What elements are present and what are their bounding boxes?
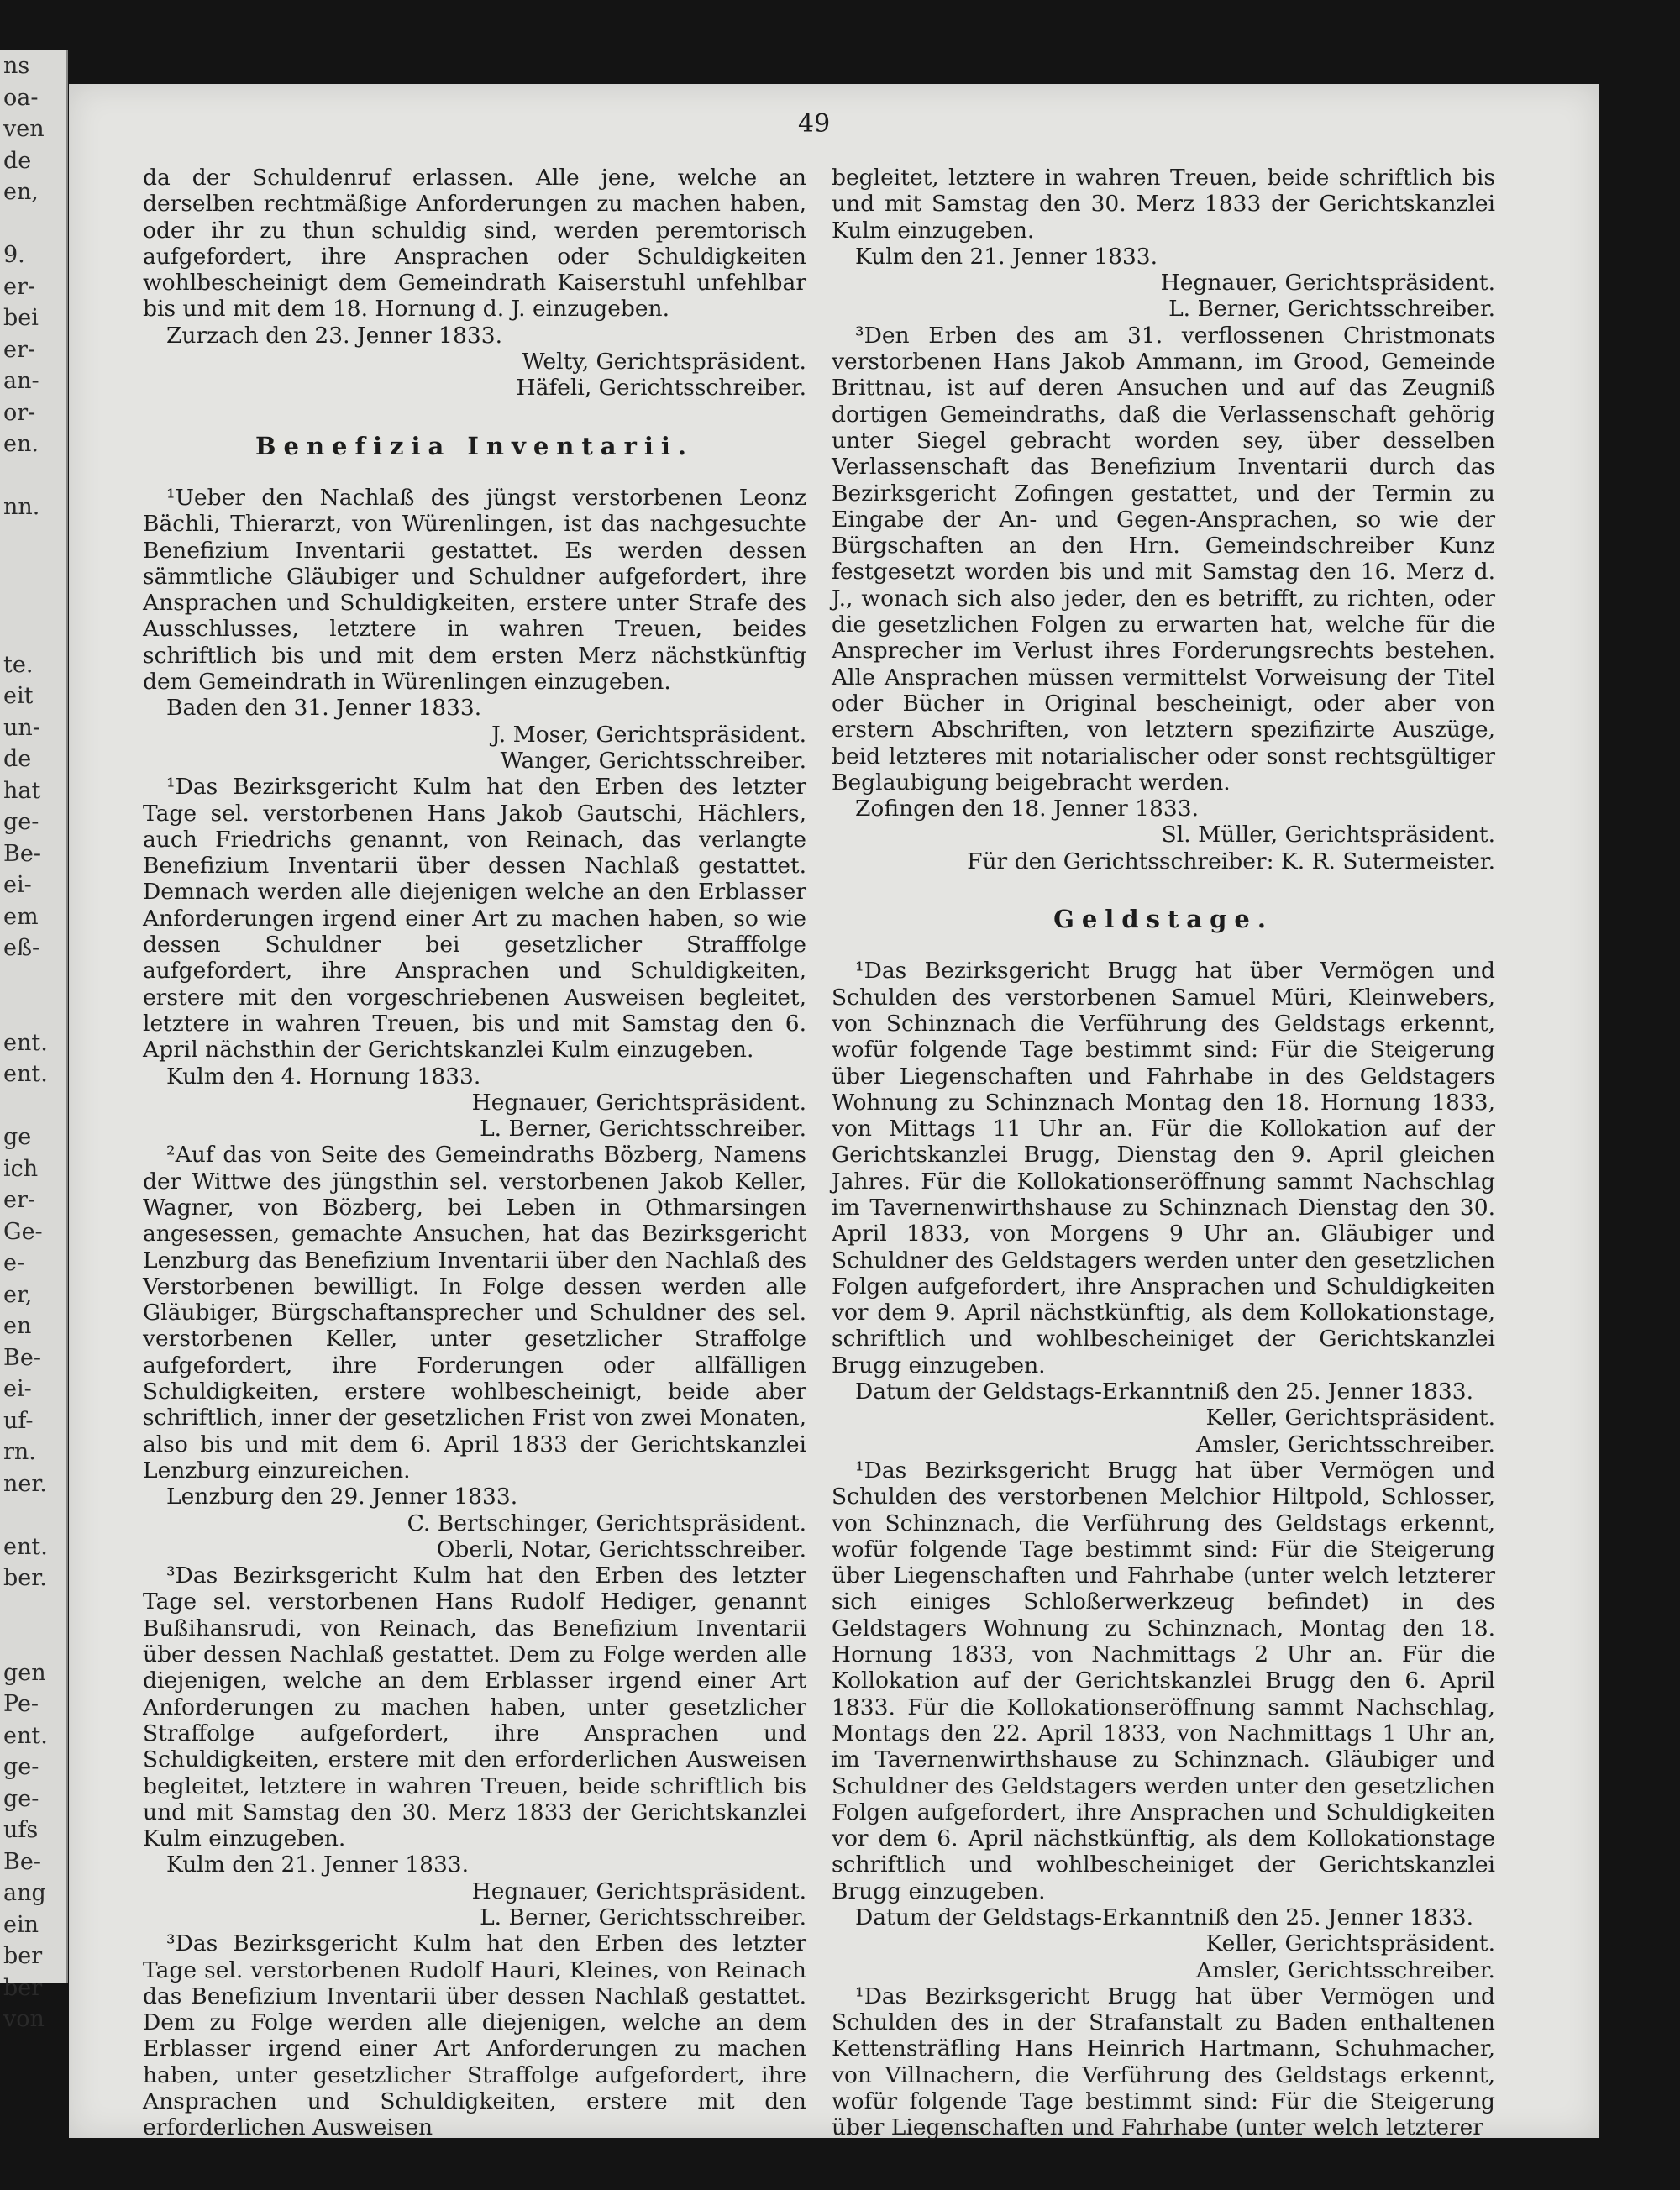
notice-mueri-date: Datum der Geldstags-Erkanntniß den 25. Jenner 1833. bbox=[855, 1379, 1474, 1405]
previous-page-fragment: ven bbox=[3, 116, 45, 142]
previous-page-fragment: en. bbox=[3, 431, 39, 457]
previous-page-fragment: hat bbox=[3, 777, 41, 804]
notice-hiltpold-president: Keller, Gerichtspräsident. bbox=[1205, 1930, 1495, 1957]
previous-page-fragment bbox=[0, 1625, 66, 1657]
previous-page-fragment: ber. bbox=[3, 1565, 47, 1591]
previous-page-fragment bbox=[0, 1499, 66, 1531]
notice-keller: ²Auf das von Seite des Gemeindraths Bözberg, Namens der Wittwe des jüngsthin sel. verstorbenen Jakob Keller, Wagner, von Bözberg, bei Leben in Othmarsingen angesessen, gemachte Ansuchen, hat das Bezirksgericht Lenzburg das Benefizium Inventarii über den Nachlaß des Verstorbenen bewilligt. In Folge dessen werden alle Gläubiger, Bürgschaftansprecher und Schuldner des sel. verstorbenen Keller, unter gesetzlicher Straffolge aufgefordert, ihre Forderungen oder allfälligen Schuldigkeiten, erstere wohlbescheinigt, beide aber schriftlich, inner der gesetzlichen Frist von zwei Monaten, also bis und mit dem 6. April 1833 der Gerichtskanzlei Lenzburg einzureichen. bbox=[143, 1142, 806, 1484]
notice-ammann: ³Den Erben des am 31. verflossenen Christmonats verstorbenen Hans Jakob Ammann, im Grood, Gemeinde Brittnau, ist auf deren Ansuchen und auf das Zeugniß dortigen Gemeindraths, daß die Verlassenschaft gehörig unter Siegel gebracht worden sey, über desselben Verlassenschaft das Benefizium Inventarii durch das Bezirksgericht Zofingen gestattet, und der Termin zu Eingabe der An- und Gegen-Ansprachen, so wie der Bürgschaften an den Hrn. Gemeindschreiber Kunz festgesetzt worden bis und mit Samstag den 16. Merz d. J., wonach sich also jeder, den es betrifft, zu richten, oder die gesetzlichen Folgen zu erwarten hat, welche für die Ansprecher im Verlust ihres Forderungsrechts bestehen. Alle Ansprachen müssen vermittelst Vorweisung der Titel oder Bücher in Original bescheinigt, oder aber von erstern Abschriften, von letztern spezifizirte Auszüge, beid letzteres mit notarialischer oder sonst rechtsgültiger Beglaubigung beigebracht werden. bbox=[832, 322, 1495, 796]
previous-page-fragment: oa- bbox=[3, 84, 39, 111]
previous-page-fragment: ein bbox=[3, 1911, 39, 1938]
notice-gautschi-clerk: L. Berner, Gerichtsschreiber. bbox=[480, 1116, 806, 1142]
previous-page-fragment: an- bbox=[3, 368, 39, 394]
notice-gautschi: ¹Das Bezirksgericht Kulm hat den Erben des letzter Tage sel. verstorbenen Hans Jakob Gautschi, Hächlers, auch Friedrichs genannt, von Reinach, das verlangte Benefizium Inventarii über dessen Nachlaß gestattet. Demnach werden alle diejenigen welche an den Erblasser Anforderungen irgend einer Art zu machen haben, so wie dessen Schuldner bei gesetzlicher Strafffolge aufgefordert, ihre Ansprachen und Schuldigkeiten, erstere mit den vorgeschriebenen Ausweisen begleitet, letztere in wahren Treuen, bis und mit Samstag den 6. April nächsthin der Gerichtskanzlei Kulm einzugeben. bbox=[143, 774, 806, 1063]
notice-mueri-president: Keller, Gerichtspräsident. bbox=[1205, 1405, 1495, 1431]
left-column bbox=[143, 165, 806, 2141]
previous-page-fragment: ei- bbox=[3, 872, 32, 898]
previous-page-fragment: en bbox=[3, 1313, 32, 1339]
notice-hiltpold-date: Datum der Geldstags-Erkanntniß den 25. Jenner 1833. bbox=[855, 1904, 1474, 1930]
previous-page-fragment: ge bbox=[3, 1124, 32, 1150]
previous-page-fragment: er- bbox=[3, 273, 36, 300]
previous-page-fragment: ent. bbox=[3, 1533, 48, 1560]
previous-page-fragment: e- bbox=[3, 1250, 25, 1276]
previous-page-fragment: er- bbox=[3, 1187, 36, 1213]
intro-text: da der Schuldenruf erlassen. Alle jene, welche an derselben rechtmäßige Anforderungen zu machen haben, oder ihr zu thun schuldig sind, werden peremtorisch aufgefordert, ihre Ansprachen oder Schuldigkeiten wohlbescheinigt dem Gemeindrath Kaiserstuhl unfehlbar bis und mit dem 18. Hornung d. J. einzugeben. bbox=[143, 165, 806, 323]
notice-hartmann: ¹Das Bezirksgericht Brugg hat über Vermögen und Schulden des in der Strafanstalt zu Baden enthaltenen Kettensträfling Hans Heinrich Hartmann, Schuhmacher, von Villnachern, die Verführung des Geldstags erkennt, wofür folgende Tage bestimmt sind: Für die Steigerung über Liegenschaften und Fahrhabe (unter welch letzterer bbox=[832, 1983, 1495, 2141]
notice-gautschi-date: Kulm den 4. Hornung 1833. bbox=[166, 1063, 481, 1090]
previous-page-fragment: de bbox=[3, 147, 32, 174]
notice-keller-date: Lenzburg den 29. Jenner 1833. bbox=[166, 1484, 518, 1510]
previous-page-fragment: Be- bbox=[3, 840, 41, 867]
notice-baechli-date: Baden den 31. Jenner 1833. bbox=[166, 695, 482, 722]
previous-page-fragment bbox=[0, 995, 66, 1027]
intro-signature-president: Welty, Gerichtspräsident. bbox=[522, 349, 806, 376]
previous-page-fragment: ent. bbox=[3, 1061, 48, 1087]
right-column bbox=[832, 165, 1495, 2141]
notice-hediger-date: Kulm den 21. Jenner 1833. bbox=[166, 1851, 470, 1878]
previous-page-fragment: ent. bbox=[3, 1722, 48, 1749]
notice-mueri: ¹Das Bezirksgericht Brugg hat über Vermögen und Schulden des verstorbenen Samuel Müri, Kleinwebers, von Schinznach die Verführung des Geldstags erkennt, wofür folgende Tage bestimmt sind: Für die Steigerung über Liegenschaften und Fahrhabe in des Geldstagers Wohnung zu Schinznach Montag den 18. Hornung 1833, von Mittags 11 Uhr an. Für die Kollokation auf der Gerichtskanzlei Brugg, Dienstag den 9. April gleichen Jahres. Für die Kollokationseröffnung sammt Nachschlag im Tavernenwirthshause zu Schinznach Dienstag den 30. April 1833, von Morgens 9 Uhr an. Gläubiger und Schuldner des Geldstagers werden unter den gesetzlichen Folgen aufgefordert, ihre Ansprachen und Schuldigkeiten vor dem 9. April nächstkünftig, als dem Kollokationstage, schriftlich und wohlbescheiniget der Gerichtskanzlei Brugg einzugeben. bbox=[832, 958, 1495, 1379]
notice-hediger: ³Das Bezirksgericht Kulm hat den Erben des letzter Tage sel. verstorbenen Hans Rudolf Hediger, genannt Bußihansrudi, von Reinach, das Benefizium Inventarii über dessen Nachlaß gestattet. Dem zu Folge werden alle diejenigen, welche an dem Erblasser irgend einer Art Anforderungen zu machen haben, unter gesetzlicher Straffolge aufgefordert, ihre Ansprachen und Schuldigkeiten, erstere mit den erforderlichen Ausweisen begleitet, letztere in wahren Treuen, beide schriftlich bis und mit Samstag den 30. Merz 1833 der Gerichtskanzlei Kulm einzugeben. bbox=[143, 1562, 806, 1852]
previous-page-fragment: ge- bbox=[3, 809, 39, 835]
notice-ammann-president: Sl. Müller, Gerichtspräsident. bbox=[1161, 822, 1495, 848]
notice-baechli-clerk: Wanger, Gerichtsschreiber. bbox=[500, 747, 806, 774]
notice-hediger-clerk: L. Berner, Gerichtsschreiber. bbox=[480, 1904, 806, 1930]
notice-ammann-clerk: Für den Gerichtsschreiber: K. R. Sutermeister. bbox=[967, 848, 1495, 874]
previous-page-fragment: Ge- bbox=[3, 1218, 43, 1245]
notice-hiltpold: ¹Das Bezirksgericht Brugg hat über Vermögen und Schulden des verstorbenen Melchior Hiltpold, Schlosser, von Schinznach, die Verführung des Geldstags erkennt, wofür folgende Tage bestimmt sind: Für die Steigerung über Liegenschaften und Fahrhabe (unter welch letzterer sich einiges Schloßerwerkzeug befindet) in des Geldstagers Wohnung zu Schinznach, Montag den 18. Hornung 1833, von Nachmittags 2 Uhr an. Für die Kollokation auf der Gerichtskanzlei Brugg den 6. April 1833. Für die Kollokationseröffnung sammt Nachschlag, Montags den 22. April 1833, von Nachmittags 1 Uhr an, im Tavernenwirthshause zu Schinznach. Gläubiger und Schuldner des Geldstagers werden unter den gesetzlichen Folgen aufgefordert, ihre Ansprachen und Schuldigkeiten vor dem 6. April nächstkünftig, als dem Kollokationstage schriftlich und wohlbescheiniget der Gerichtskanzlei Brugg einzugeben. bbox=[832, 1457, 1495, 1904]
page-number: 49 bbox=[798, 109, 831, 139]
previous-page-fragment: uf- bbox=[3, 1407, 34, 1434]
previous-page-fragment: rn. bbox=[3, 1439, 36, 1465]
notice-hauri-clerk: L. Berner, Gerichtsschreiber. bbox=[1168, 296, 1495, 323]
previous-page-fragment: de bbox=[3, 746, 32, 772]
notice-hiltpold-clerk: Amsler, Gerichtsschreiber. bbox=[1196, 1956, 1495, 1983]
previous-page-fragment bbox=[0, 586, 66, 618]
previous-page-fragment: ber bbox=[3, 1974, 43, 2001]
previous-page-fragment: ner. bbox=[3, 1470, 47, 1497]
previous-page-fragment: er, bbox=[3, 1281, 33, 1308]
previous-page-fragment: Be- bbox=[3, 1344, 41, 1371]
previous-page-fragment: ge- bbox=[3, 1785, 39, 1812]
previous-page-fragment: 9. bbox=[3, 242, 25, 268]
previous-page-fragment: un- bbox=[3, 714, 40, 741]
previous-page-fragment: er- bbox=[3, 336, 36, 363]
notice-baechli-president: J. Moser, Gerichtspräsident. bbox=[491, 721, 806, 748]
intro-date: Zurzach den 23. Jenner 1833. bbox=[166, 322, 503, 349]
notice-mueri-clerk: Amsler, Gerichtsschreiber. bbox=[1196, 1431, 1495, 1457]
notice-hauri-continued: begleitet, letztere in wahren Treuen, beide schriftlich bis und mit Samstag den 30. Merz 1833 der Gerichtskanzlei Kulm einzugeben. bbox=[832, 165, 1495, 244]
intro-signature-clerk: Häfeli, Gerichtsschreiber. bbox=[516, 375, 806, 402]
notice-hediger-president: Hegnauer, Gerichtspräsident. bbox=[471, 1878, 806, 1904]
previous-page-fragment: em bbox=[3, 903, 39, 930]
previous-page-fragment: or- bbox=[3, 399, 36, 426]
previous-page-fragment bbox=[0, 523, 66, 555]
notice-ammann-date: Zofingen den 18. Jenner 1833. bbox=[855, 796, 1200, 822]
section-heading-benefizia: Benefizia Inventarii. bbox=[255, 431, 694, 460]
notice-gautschi-president: Hegnauer, Gerichtspräsident. bbox=[471, 1089, 806, 1116]
section-heading-geldstage: Geldstage. bbox=[1053, 905, 1273, 934]
previous-page-fragment bbox=[0, 208, 66, 240]
notice-baechli: ¹Ueber den Nachlaß des jüngst verstorbenen Leonz Bächli, Thierarzt, von Würenlingen, ist das nachgesuchte Benefizium Inventarii gestattet. Es werden dessen sämmtliche Gläubiger und Schuldner aufgefordert, ihre Ansprachen und Schuldigkeiten, erstere unter Strafe des Ausschlusses, letztere in wahren Treuen, beides schriftlich bis und mit dem ersten Merz nächstkünftig dem Gemeindrath in Würenlingen einzugeben. bbox=[143, 484, 806, 696]
notice-keller-clerk: Oberli, Notar, Gerichtsschreiber. bbox=[436, 1536, 806, 1562]
previous-page-fragment: en, bbox=[3, 179, 39, 205]
previous-page-fragment bbox=[0, 964, 66, 996]
notice-hauri-date: Kulm den 21. Jenner 1833. bbox=[855, 243, 1158, 270]
previous-page-fragment bbox=[0, 1594, 66, 1626]
previous-page-fragment: ns bbox=[3, 53, 30, 79]
previous-page-fragment bbox=[0, 554, 66, 586]
previous-page-edge bbox=[0, 50, 68, 2032]
previous-page-fragment: ufs bbox=[3, 1817, 39, 1843]
previous-page-fragment: bei bbox=[3, 305, 39, 331]
previous-page-fragment: ge- bbox=[3, 1754, 39, 1780]
previous-page-fragment: ich bbox=[3, 1155, 39, 1182]
previous-page-fragment: Pe- bbox=[3, 1691, 39, 1717]
previous-page-fragment: eit bbox=[3, 683, 34, 709]
previous-page-fragment: eß- bbox=[3, 935, 40, 961]
previous-page-fragment: ber bbox=[3, 1943, 43, 1969]
previous-page-fragment: ei- bbox=[3, 1376, 32, 1402]
previous-page-fragment: gen bbox=[3, 1659, 46, 1686]
previous-page-fragment bbox=[0, 1090, 66, 1122]
notice-hauri: ³Das Bezirksgericht Kulm hat den Erben des letzter Tage sel. verstorbenen Rudolf Hauri, Kleines, von Reinach das Benefizium Inventarii über dessen Nachlaß gestattet. Dem zu Folge werden alle diejenigen, welche an dem Erblasser irgend einer Art Anforderungen zu machen haben, unter gesetzlicher Straffolge aufgefordert, ihre Ansprachen und Schuldigkeiten, erstere mit den erforderlichen Ausweisen bbox=[143, 1930, 806, 2141]
previous-page-fragment: ang bbox=[3, 1880, 46, 1906]
previous-page-fragment: nn. bbox=[3, 494, 40, 520]
previous-page-fragment: ent. bbox=[3, 1029, 48, 1056]
previous-page-fragment bbox=[0, 460, 66, 492]
previous-page-fragment bbox=[0, 617, 66, 649]
previous-page-fragment: te. bbox=[3, 651, 34, 678]
previous-page-fragment: von bbox=[3, 2006, 45, 2032]
notice-keller-president: C. Bertschinger, Gerichtspräsident. bbox=[407, 1510, 806, 1536]
notice-hauri-president: Hegnauer, Gerichtspräsident. bbox=[1160, 270, 1495, 297]
previous-page-fragment: Be- bbox=[3, 1848, 41, 1875]
